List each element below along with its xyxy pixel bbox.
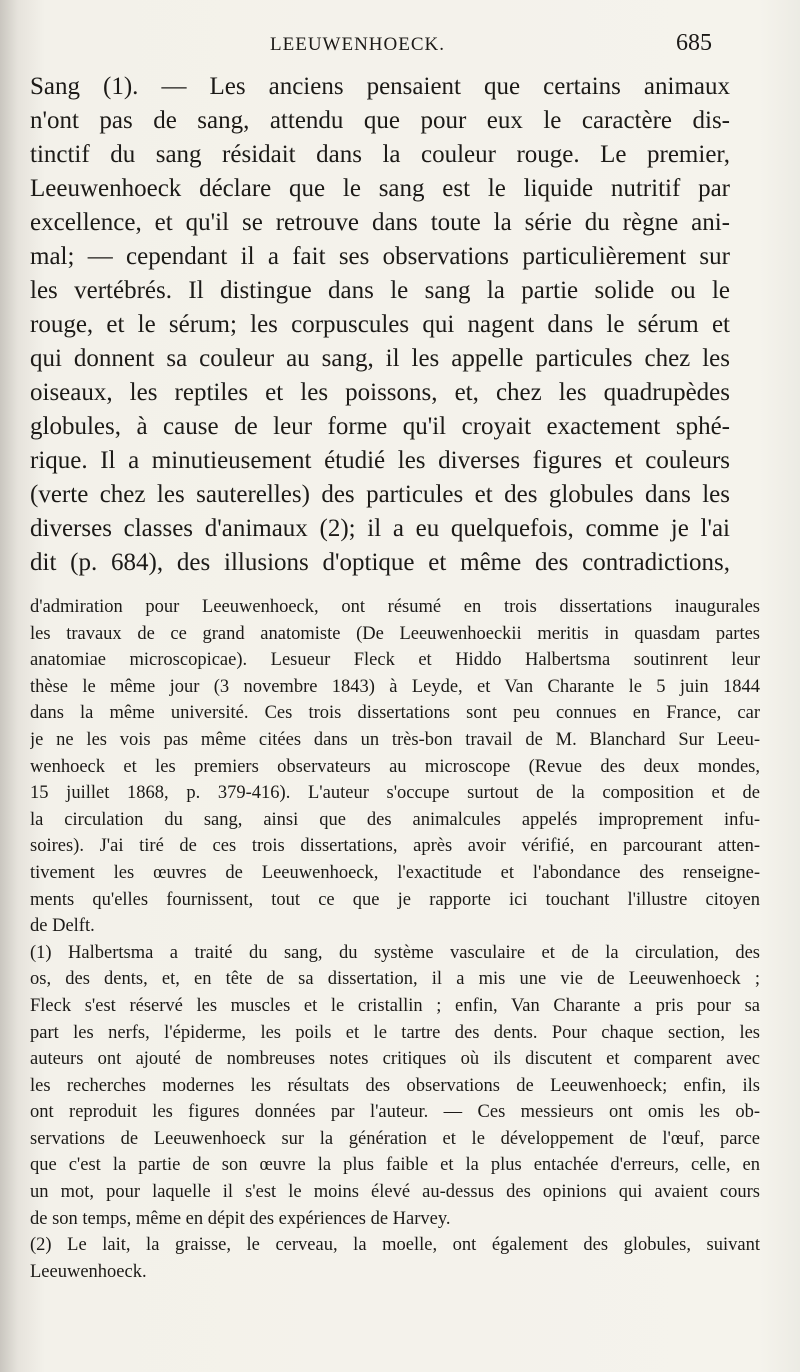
footnote-line: ont reproduit les figures données par l'auteur. — Ces messieurs ont omis les ob- bbox=[30, 1102, 760, 1123]
footnote-line: les recherches modernes les résultats des observations de Leeuwenhoeck; enfin, ils bbox=[30, 1075, 760, 1096]
footnote-line: la circulation du sang, ainsi que des animalcules appelés improprement infu- bbox=[30, 809, 760, 830]
text-line: diverses classes d'animaux (2); il a eu quelquefois, comme je l'ai bbox=[30, 515, 730, 542]
text-line: Sang (1). — Les anciens pensaient que certains animaux bbox=[30, 73, 730, 100]
text-line: tinctif du sang résidait dans la couleur rouge. Le premier, bbox=[30, 141, 730, 168]
footnote-line: (1) Halbertsma a traité du sang, du système vasculaire et de la circulation, des bbox=[30, 942, 760, 963]
text-line: les vertébrés. Il distingue dans le sang la partie solide ou le bbox=[30, 277, 730, 304]
page-number: 685 bbox=[676, 30, 712, 56]
footnote-line: wenhoeck et les premiers observateurs au microscope (Revue des deux mondes, bbox=[30, 756, 760, 777]
footnote-line: un mot, pour laquelle il s'est le moins élevé au-dessus des opinions qui avaient cours bbox=[30, 1182, 760, 1203]
footnote-line: os, des dents, et, en tête de sa dissertation, il a mis une vie de Leeuwenhoeck ; bbox=[30, 969, 760, 990]
footnote-line: part les nerfs, l'épiderme, les poils et le tartre des dents. Pour chaque section, les bbox=[30, 1022, 760, 1043]
footnote-line: thèse le même jour (3 novembre 1843) à Leyde, et Van Charante le 5 juin 1844 bbox=[30, 676, 760, 697]
text-line: rouge, et le sérum; les corpuscules qui nagent dans le sérum et bbox=[30, 311, 730, 338]
footnotes bbox=[30, 594, 760, 1285]
footnote-line: tivement les œuvres de Leeuwenhoeck, l'exactitude et l'abondance des renseigne- bbox=[30, 862, 760, 883]
running-head-title: LEEUWENHOECK. bbox=[270, 34, 445, 55]
footnote-line: Fleck s'est réservé les muscles et le cristallin ; enfin, Van Charante a pris pour sa bbox=[30, 995, 760, 1016]
text-line: excellence, et qu'il se retrouve dans toute la série du règne ani- bbox=[30, 209, 730, 236]
text-line: n'ont pas de sang, attendu que pour eux le caractère dis- bbox=[30, 107, 730, 134]
footnote-line: je ne les vois pas même citées dans un très-bon travail de M. Blanchard Sur Leeu- bbox=[30, 729, 760, 750]
text-line: qui donnent sa couleur au sang, il les appelle particules chez les bbox=[30, 345, 730, 372]
footnote-line: les travaux de ce grand anatomiste (De Leeuwenhoeckii meritis in quasdam partes bbox=[30, 623, 760, 644]
footnote-line: Leeuwenhoeck. bbox=[30, 1261, 147, 1282]
footnote-line: soires). J'ai tiré de ces trois dissertations, après avoir vérifié, en parcourant atten- bbox=[30, 836, 760, 857]
text-line: oiseaux, les reptiles et les poissons, et, chez les quadrupèdes bbox=[30, 379, 730, 406]
footnote-line: servations de Leeuwenhoeck sur la génération et le développement de l'œuf, parce bbox=[30, 1128, 760, 1149]
text-line: (verte chez les sauterelles) des particules et des globules dans les bbox=[30, 481, 730, 508]
footnote-line: 15 juillet 1868, p. 379-416). L'auteur s'occupe surtout de la composition et de bbox=[30, 783, 760, 804]
text-line: mal; — cependant il a fait ses observations particulièrement sur bbox=[30, 243, 730, 270]
footnote-line: d'admiration pour Leeuwenhoeck, ont résumé en trois dissertations inaugurales bbox=[30, 597, 760, 617]
text-line: rique. Il a minutieusement étudié les diverses figures et couleurs bbox=[30, 447, 730, 474]
footnote-line: ments qu'elles fournissent, tout ce que je rapporte ici touchant l'illustre citoyen bbox=[30, 889, 760, 910]
running-head bbox=[0, 30, 800, 60]
text-line: globules, à cause de leur forme qu'il croyait exactement sphé- bbox=[30, 413, 730, 440]
main-text bbox=[30, 70, 730, 580]
footnote-line: que c'est la partie de son œuvre la plus faible et la plus entachée d'erreurs, celle, en bbox=[30, 1155, 760, 1176]
text-line: dit (p. 684), des illusions d'optique et même des contradictions, bbox=[30, 549, 730, 576]
footnote-line: auteurs ont ajouté de nombreuses notes critiques où ils discutent et comparent avec bbox=[30, 1049, 760, 1070]
text-line: Leeuwenhoeck déclare que le sang est le liquide nutritif par bbox=[30, 175, 730, 202]
footnote-line: dans la même université. Ces trois dissertations sont peu connues en France, car bbox=[30, 703, 760, 724]
footnote-line: de son temps, même en dépit des expériences de Harvey. bbox=[30, 1208, 451, 1229]
footnote-line: de Delft. bbox=[30, 916, 95, 937]
footnote-line: anatomiae microscopicae). Lesueur Fleck et Hiddo Halbertsma soutinrent leur bbox=[30, 650, 760, 671]
footnote-line: (2) Le lait, la graisse, le cerveau, la moelle, ont également des globules, suivant bbox=[30, 1235, 760, 1256]
